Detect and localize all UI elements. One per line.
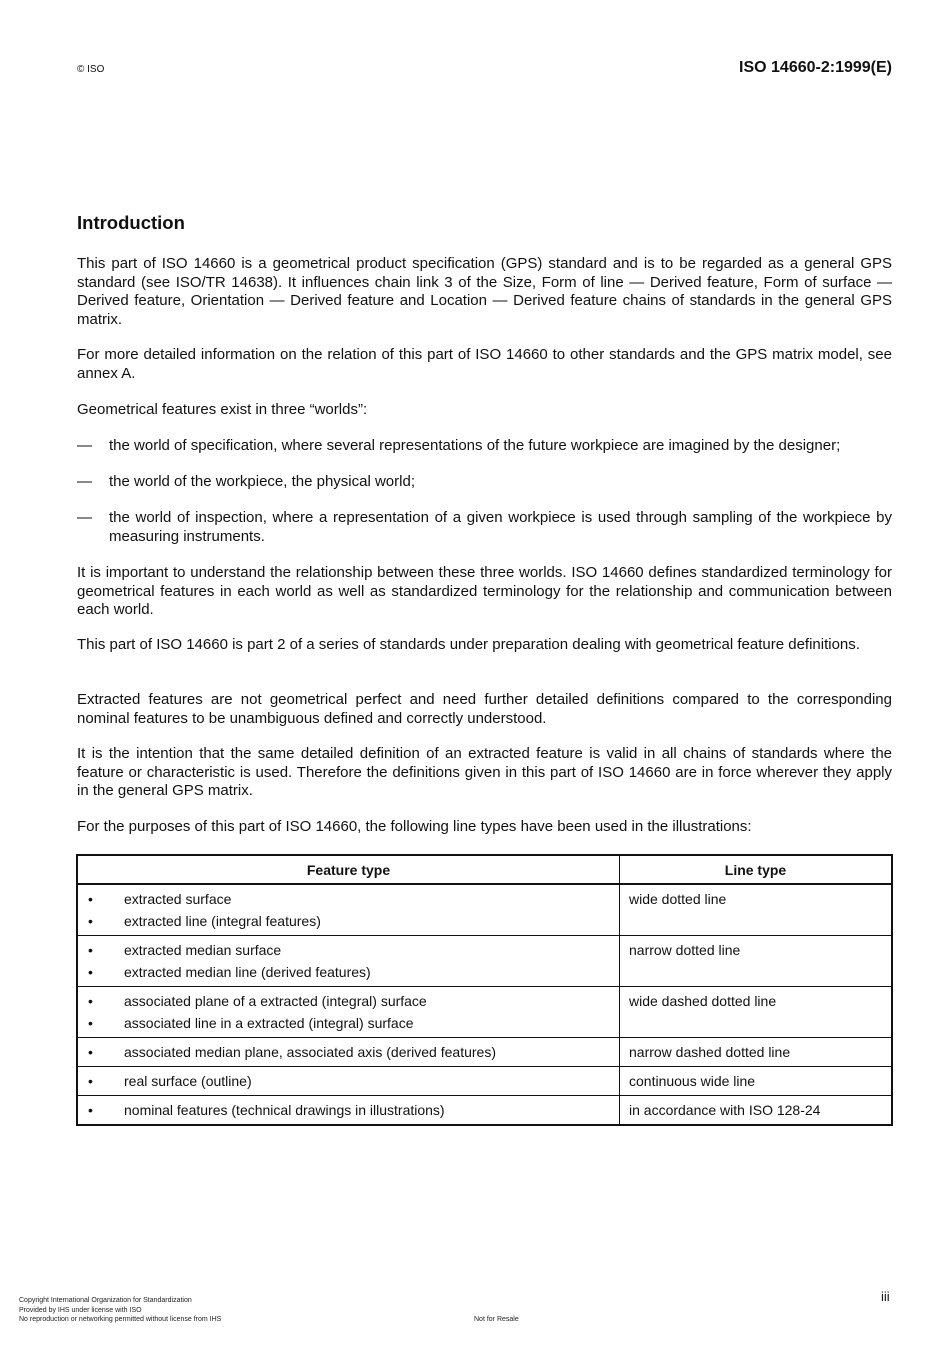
copyright-text: © ISO — [77, 64, 105, 75]
feature-item — [78, 990, 619, 1012]
bullet-icon: • — [88, 964, 93, 980]
feature-text: associated plane of a extracted (integral) surface — [124, 993, 427, 1009]
footer-line: No reproduction or networking permitted without license from IHS — [19, 1316, 222, 1323]
paragraph: This part of ISO 14660 is part 2 of a series of standards under preparation dealing with geometrical feature definitions. — [77, 636, 860, 653]
document-id: ISO 14660-2:1999(E) — [739, 59, 892, 76]
table-row — [77, 1096, 892, 1126]
table-row — [77, 936, 892, 987]
column-header-line-type: Line type — [620, 855, 893, 884]
dash-bullet: — — [77, 437, 92, 454]
feature-text: extracted line (integral features) — [124, 913, 321, 929]
feature-type-cell — [77, 1038, 620, 1067]
bullet-icon: • — [88, 913, 93, 929]
feature-text: nominal features (technical drawings in illustrations) — [124, 1102, 445, 1118]
feature-item — [78, 910, 619, 932]
table-row — [77, 1067, 892, 1096]
paragraph: For more detailed information on the relation of this part of ISO 14660 to other standards and the GPS matrix model, see annex A. — [77, 346, 892, 382]
paragraph: This part of ISO 14660 is a geometrical product specification (GPS) standard and is to be regarded as a general GPS standard (see ISO/TR 14638). It influences chain link 3 of the Size, Form of line — Derived feature, Form of surface — Derived feature, Orientation — Derived feature and Location — Derived feature chains of standards in the general GPS matrix. — [77, 255, 892, 328]
feature-item — [78, 1012, 619, 1034]
footer-not-for-resale: Not for Resale — [474, 1316, 519, 1323]
feature-item — [78, 888, 619, 910]
line-type-cell: wide dotted line — [620, 884, 893, 936]
feature-text: real surface (outline) — [124, 1073, 252, 1089]
footer-line: Provided by IHS under license with ISO — [19, 1306, 142, 1314]
paragraph: Extracted features are not geometrical perfect and need further detailed definitions compared to the corresponding nominal features to be unambiguous defined and correctly understood. — [77, 691, 892, 727]
feature-item — [78, 939, 619, 961]
header-copyright — [77, 59, 104, 76]
table-row — [77, 1038, 892, 1067]
footer-line: Copyright International Organization for Standardization — [19, 1297, 192, 1304]
list-item-text: the world of inspection, where a representation of a given workpiece is used through sampling of the workpiece by measuring instruments. — [109, 509, 892, 545]
bullet-icon: • — [88, 1073, 93, 1089]
paragraph: It is important to understand the relationship between these three worlds. ISO 14660 defines standardized terminology for geometrical features in each world as well as standardized terminology for the relationship and communication between each world. — [77, 564, 892, 618]
feature-text: extracted median surface — [124, 942, 282, 958]
list-item-text: the world of the workpiece, the physical world; — [109, 473, 415, 490]
feature-item — [78, 1041, 619, 1063]
table-row — [77, 884, 892, 936]
bullet-icon: • — [88, 891, 93, 907]
footer-copyright — [19, 1296, 221, 1325]
feature-item — [78, 961, 619, 983]
bullet-icon: • — [88, 1044, 93, 1060]
list-item — [77, 509, 892, 546]
feature-text: associated line in a extracted (integral) surface — [124, 1015, 414, 1031]
line-type-cell: narrow dashed dotted line — [620, 1038, 893, 1067]
paragraph: For the purposes of this part of ISO 14660, the following line types have been used in the illustrations: — [77, 818, 752, 835]
column-header-feature-type: Feature type — [77, 855, 620, 884]
list-item — [77, 473, 892, 492]
bullet-icon: • — [88, 942, 93, 958]
line-types-table — [76, 854, 893, 1126]
page-number: iii — [881, 1289, 890, 1304]
feature-text: associated median plane, associated axis (derived features) — [124, 1044, 496, 1060]
list-item-text: the world of specification, where several representations of the future workpiece are imagined by the designer; — [109, 437, 841, 454]
feature-type-cell — [77, 987, 620, 1038]
feature-type-cell — [77, 936, 620, 987]
feature-item — [78, 1070, 619, 1092]
line-type-cell: narrow dotted line — [620, 936, 893, 987]
feature-text: extracted median line (derived features) — [124, 964, 371, 980]
bullet-icon: • — [88, 1015, 93, 1031]
dash-bullet: — — [77, 509, 92, 526]
list-item — [77, 437, 892, 456]
line-type-cell: in accordance with ISO 128-24 — [620, 1096, 893, 1126]
section-heading: Introduction — [77, 212, 185, 233]
dash-bullet: — — [77, 473, 92, 490]
paragraph: Geometrical features exist in three “worlds”: — [77, 401, 368, 418]
feature-text: extracted surface — [124, 891, 232, 907]
feature-type-cell — [77, 884, 620, 936]
feature-type-cell — [77, 1067, 620, 1096]
feature-item — [78, 1099, 619, 1121]
table-row — [77, 987, 892, 1038]
bullet-icon: • — [88, 993, 93, 1009]
bullet-icon: • — [88, 1102, 93, 1118]
line-type-cell: continuous wide line — [620, 1067, 893, 1096]
paragraph: It is the intention that the same detailed definition of an extracted feature is valid in all chains of standards where the feature or characteristic is used. Therefore the definitions given in this part of ISO 14660 are in force wherever they apply in the general GPS matrix. — [77, 745, 892, 799]
feature-type-cell — [77, 1096, 620, 1126]
line-type-cell: wide dashed dotted line — [620, 987, 893, 1038]
